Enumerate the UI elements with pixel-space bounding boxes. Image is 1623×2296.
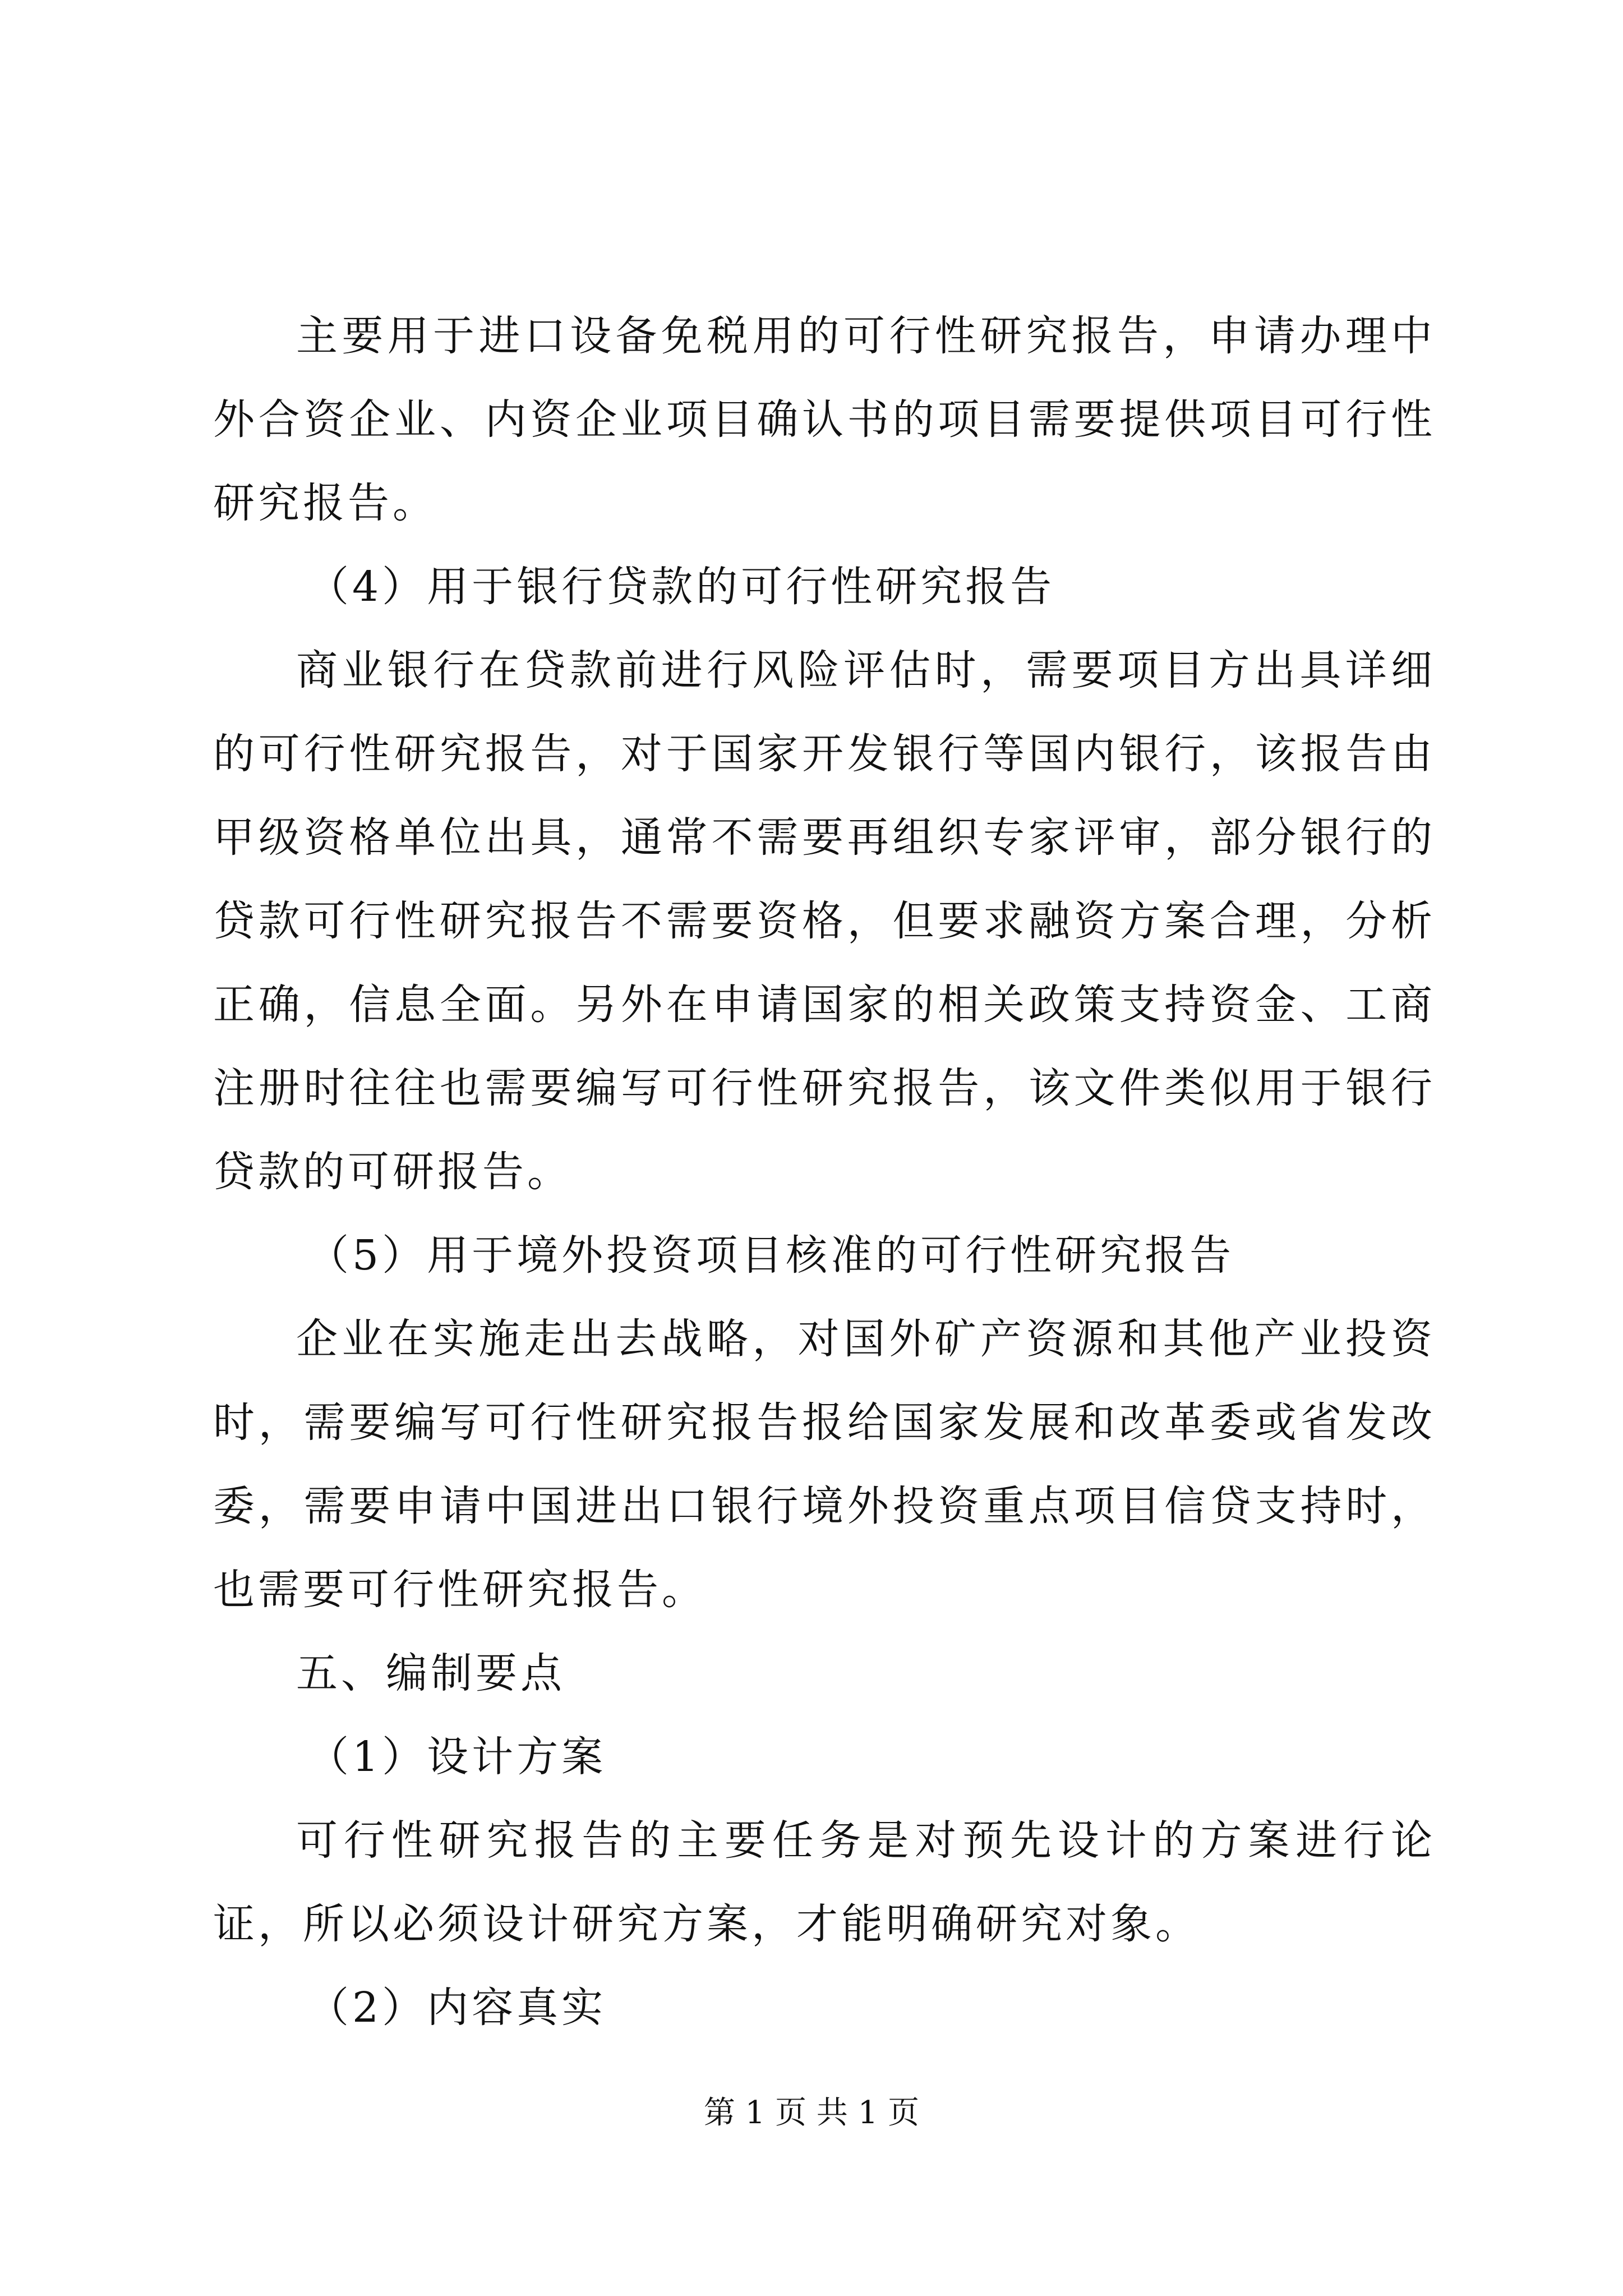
heading-design-plan: （1）设计方案 — [307, 1733, 607, 1781]
document-body — [213, 295, 1436, 2050]
heading-content-truthful: （2）内容真实 — [307, 1984, 607, 2032]
page-footer: 第 1 页 共 1 页 — [703, 2095, 920, 2131]
paragraph-design-plan: 可行性研究报告的主要任务是对预先设计的方案进行论证，所以必须设计研究方案，才能明确研究对象。 — [213, 1816, 1436, 1948]
paragraph-bank-loan: 商业银行在贷款前进行风险评估时，需要项目方出具详细的可行性研究报告，对于国家开发银行等国内银行，该报告由甲级资格单位出具，通常不需要再组织专家评审，部分银行的贷款可行性研究报告不需要资格，但要求融资方案合理，分析正确，信息全面。另外在申请国家的相关政策支持资金、工商注册时往往也需要编写可行性研究报告，该文件类似用于银行贷款的可研报告。 — [213, 646, 1436, 1196]
heading-overseas-investment: （5）用于境外投资项目核准的可行性研究报告 — [307, 1231, 1235, 1280]
heading-bank-loan: （4）用于银行贷款的可行性研究报告 — [307, 563, 1055, 611]
paragraph-overseas-investment: 企业在实施走出去战略，对国外矿产资源和其他产业投资时，需要编写可行性研究报告报给国家发展和改革委或省发改委，需要申请中国进出口银行境外投资重点项目信贷支持时，也需要可行性研究报告。 — [213, 1315, 1436, 1614]
section-title-key-points: 五、编制要点 — [296, 1649, 565, 1697]
paragraph-import-equipment: 主要用于进口设备免税用的可行性研究报告，申请办理中外合资企业、内资企业项目确认书的项目需要提供项目可行性研究报告。 — [213, 312, 1436, 527]
